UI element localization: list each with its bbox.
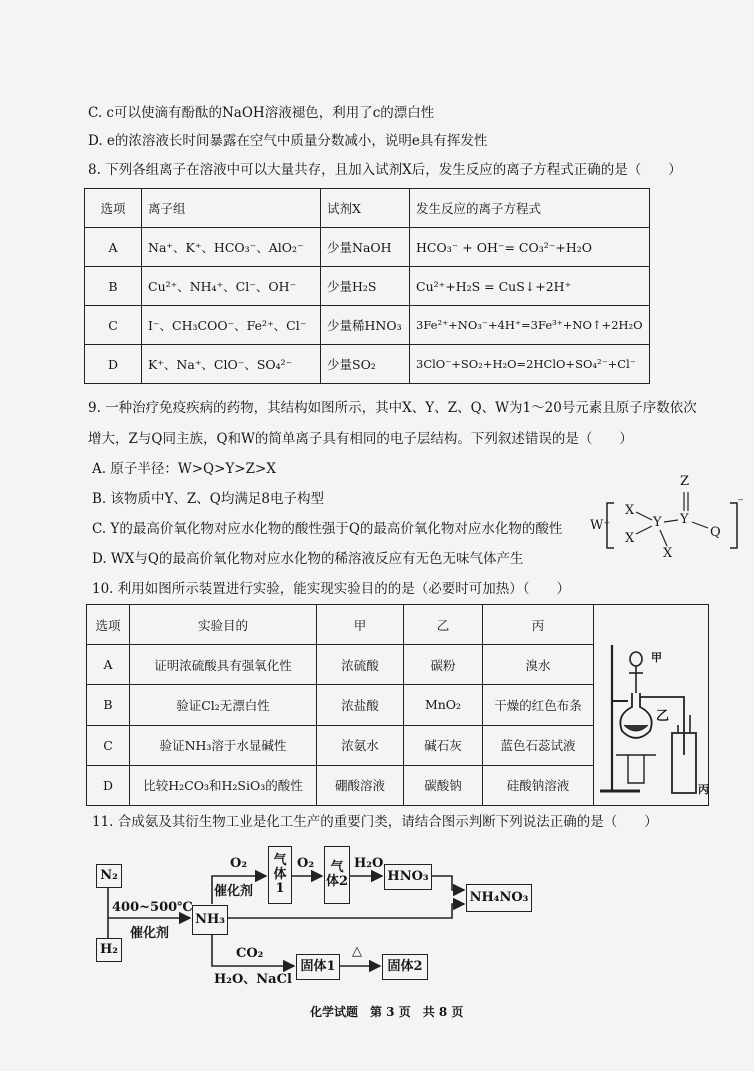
flow-box-nh3: NH₃ — [192, 905, 228, 935]
table-header: 选项 — [87, 605, 130, 645]
table-cell: 硼酸溶液 — [317, 765, 404, 805]
flow-label-o2-a: O₂ — [230, 856, 248, 871]
apparatus-label-yi: 乙 — [656, 709, 670, 724]
table-cell: 少量NaOH — [321, 228, 410, 267]
table-cell: I⁻、CH₃COO⁻、Fe²⁺、Cl⁻ — [142, 306, 321, 345]
table-cell: HCO₃⁻ + OH⁻= CO₃²⁻+H₂O — [410, 228, 650, 267]
table-cell: 硅酸钠溶液 — [483, 765, 594, 805]
q9-option-a: A. 原子半径：W>Q>Y>Z>X — [92, 461, 276, 477]
table-header: 实验目的 — [130, 605, 317, 645]
q10-stem: 10. 利用如图所示装置进行实验，能实现实验目的的是（必要时可加热）（ ） — [92, 581, 571, 597]
table-header: 发生反应的离子方程式 — [410, 189, 650, 228]
table-cell: A — [85, 228, 142, 267]
flow-label-h2o: H₂O — [354, 856, 384, 871]
q9-structure-w: W⁺ — [590, 518, 611, 533]
table-header: 试剂X — [321, 189, 410, 228]
apparatus-label-jia: 甲 — [651, 651, 662, 664]
flow-box-gas2: 气体2 — [324, 846, 350, 904]
apparatus-drawing — [594, 605, 708, 805]
flow-box-h2: H₂ — [96, 938, 122, 962]
q10-table — [86, 604, 709, 806]
table-cell: Cu²⁺、NH₄⁺、Cl⁻、OH⁻ — [142, 267, 321, 306]
q9-structure-charge: ⁻ — [737, 495, 744, 510]
flow-label-co2: CO₂ — [236, 946, 264, 961]
table-row — [85, 267, 650, 306]
table-header: 甲 — [317, 605, 404, 645]
q8-table — [84, 188, 650, 384]
flow-label-o2-b: O₂ — [297, 856, 315, 871]
q9-structure-q: Q — [710, 525, 721, 540]
q11-stem: 11. 合成氨及其衍生物工业是化工生产的重要门类，请结合图示判断下列说法正确的是（ ） — [92, 814, 658, 830]
table-header: 离子组 — [142, 189, 321, 228]
q9-structure-y2: Y — [680, 512, 689, 527]
apparatus-cell — [594, 605, 709, 806]
table-row — [85, 228, 650, 267]
table-cell: B — [87, 685, 130, 725]
flow-box-n2: N₂ — [96, 864, 122, 888]
table-cell: C — [87, 725, 130, 765]
table-cell: Na⁺、K⁺、HCO₃⁻、AlO₂⁻ — [142, 228, 321, 267]
table-cell: 碱石灰 — [404, 725, 483, 765]
apparatus-label-bing: 丙 — [698, 783, 709, 796]
table-cell: 3ClO⁻+SO₂+H₂O=2HClO+SO₄²⁻+Cl⁻ — [410, 345, 650, 384]
table-row — [87, 605, 709, 645]
page-footer: 化学试题 第 3 页 共 8 页 — [310, 1005, 464, 1019]
flow-box-solid1: 固体1 — [296, 954, 340, 980]
table-cell: 少量SO₂ — [321, 345, 410, 384]
flow-label-h2o-nacl: H₂O、NaCl — [214, 972, 292, 987]
q9-option-b: B. 该物质中Y、Z、Q均满足8电子构型 — [92, 491, 324, 507]
q9-option-c: C. Y的最高价氧化物对应水化物的酸性强于Q的最高价氧化物对应水化物的酸性 — [92, 521, 563, 537]
q9-structure-x1: X — [625, 503, 635, 518]
table-cell: 少量稀HNO₃ — [321, 306, 410, 345]
table-cell: A — [87, 645, 130, 685]
table-cell: D — [87, 765, 130, 805]
table-cell: 碳酸钠 — [404, 765, 483, 805]
table-header: 乙 — [404, 605, 483, 645]
table-cell: 验证NH₃溶于水显碱性 — [130, 725, 317, 765]
table-cell: 3Fe²⁺+NO₃⁻+4H⁺=3Fe³⁺+NO↑+2H₂O — [410, 306, 650, 345]
table-cell: 验证Cl₂无漂白性 — [130, 685, 317, 725]
flow-label-catalyst1: 催化剂 — [130, 926, 170, 941]
q9-structure-x3: X — [663, 546, 673, 561]
q9-stem-line2: 增大，Z与Q同主族，Q和W的简单离子具有相同的电子层结构。下列叙述错误的是（ ） — [88, 431, 633, 447]
q9-stem-line1: 9. 一种治疗免疫疾病的药物，其结构如图所示，其中X、Y、Z、Q、W为1～20号元素且原子序数依次 — [88, 400, 697, 416]
table-cell: 碳粉 — [404, 645, 483, 685]
q9-structure-y1: Y — [653, 515, 662, 530]
flow-box-nh4no3: NH₄NO₃ — [466, 884, 532, 912]
table-cell: 溴水 — [483, 645, 594, 685]
flow-label-heat: △ — [352, 944, 362, 959]
q7-option-d: D. e的浓溶液长时间暴露在空气中质量分数减小，说明e具有挥发性 — [88, 133, 488, 149]
table-cell: C — [85, 306, 142, 345]
flow-box-solid2: 固体2 — [382, 954, 428, 980]
table-cell: Cu²⁺+H₂S = CuS↓+2H⁺ — [410, 267, 650, 306]
table-cell: 浓盐酸 — [317, 685, 404, 725]
flow-label-temp: 400~500℃ — [112, 900, 193, 915]
table-cell: MnO₂ — [404, 685, 483, 725]
q7-option-c: C. c可以使滴有酚酞的NaOH溶液褪色，利用了c的漂白性 — [88, 105, 435, 121]
table-cell: 浓硫酸 — [317, 645, 404, 685]
table-cell: 干燥的红色布条 — [483, 685, 594, 725]
table-cell: K⁺、Na⁺、ClO⁻、SO₄²⁻ — [142, 345, 321, 384]
flow-box-hno3: HNO₃ — [384, 864, 432, 890]
table-cell: 证明浓硫酸具有强氧化性 — [130, 645, 317, 685]
table-row — [85, 306, 650, 345]
table-cell: 少量H₂S — [321, 267, 410, 306]
flow-box-gas1: 气体1 — [268, 846, 292, 904]
table-cell: 蓝色石蕊试液 — [483, 725, 594, 765]
q8-stem: 8. 下列各组离子在溶液中可以大量共存，且加入试剂X后，发生反应的离子方程式正确的是（ ） — [88, 162, 682, 178]
table-cell: B — [85, 267, 142, 306]
flow-label-catalyst2: 催化剂 — [214, 884, 254, 899]
q9-option-d: D. WX与Q的最高价氧化物对应水化物的稀溶液反应有无色无味气体产生 — [92, 551, 524, 567]
table-header: 选项 — [85, 189, 142, 228]
table-cell: 浓氨水 — [317, 725, 404, 765]
table-row — [85, 189, 650, 228]
table-row — [85, 345, 650, 384]
table-cell: 比较H₂CO₃和H₂SiO₃的酸性 — [130, 765, 317, 805]
q9-structure-z: Z — [680, 474, 690, 489]
table-header: 丙 — [483, 605, 594, 645]
q9-structure-x2: X — [625, 531, 635, 546]
table-cell: D — [85, 345, 142, 384]
